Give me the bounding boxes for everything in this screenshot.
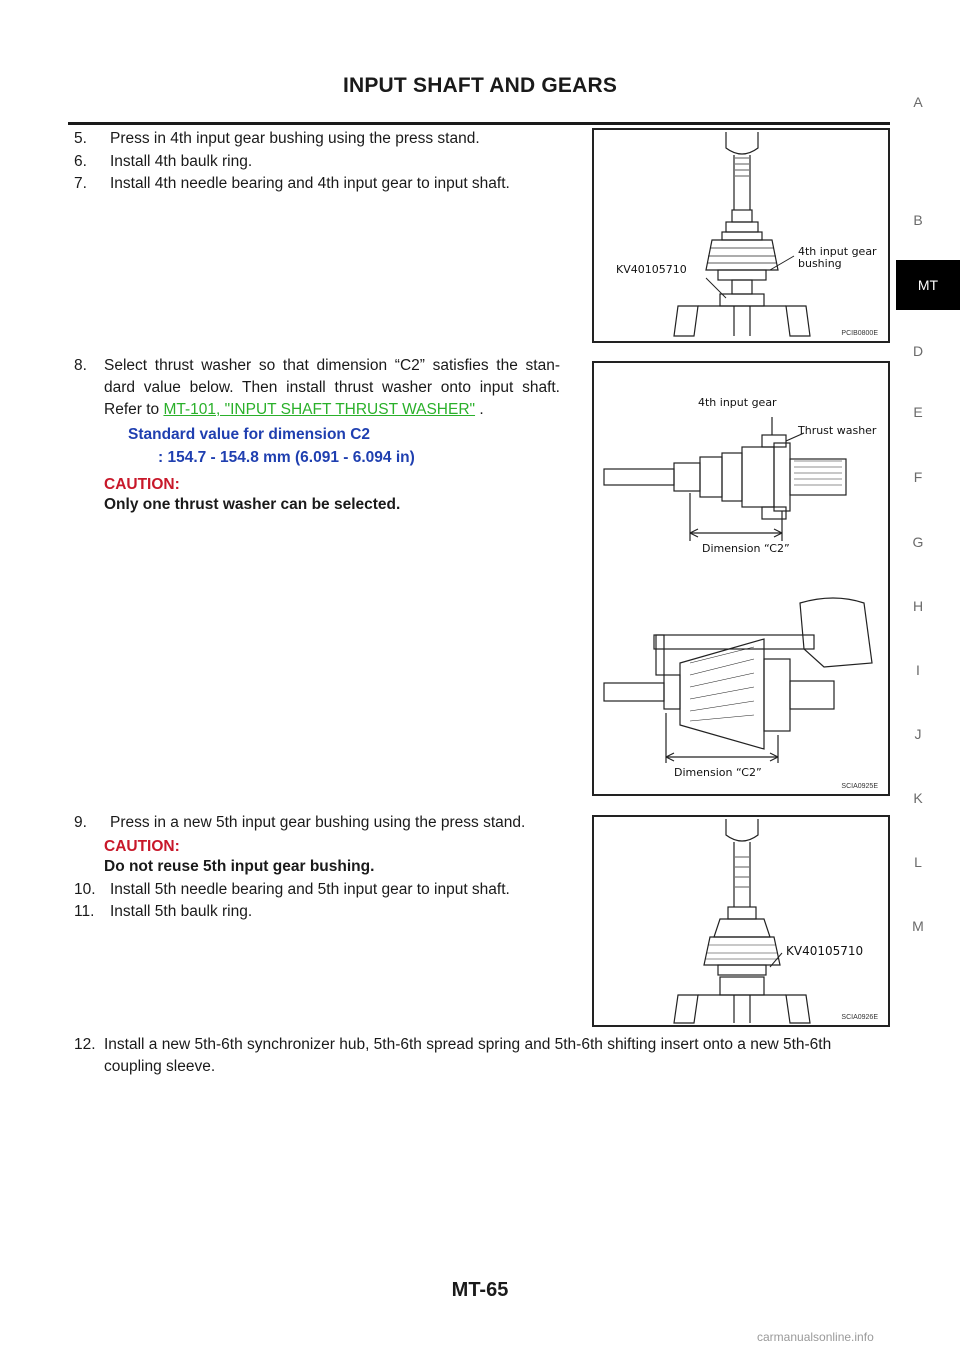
caution-label: CAUTION: [104,838,180,855]
caution-text: Do not reuse 5th input gear bushing. [104,858,375,875]
step-text: Select thrust washer so that dimension “C2” satisfies the stan- [104,357,560,374]
title-divider [68,122,890,125]
part-label: 4th input gear [698,396,777,409]
section-index-d[interactable]: D [912,343,924,359]
press-stand-illustration [594,130,888,341]
step-text: Install 5th baulk ring. [110,903,253,920]
tool-label: KV40105710 [786,944,864,958]
section-index-h[interactable]: H [912,598,924,614]
step-text: Install 4th baulk ring. [110,153,253,170]
section-index-g[interactable]: G [912,534,924,550]
step-text: Press in 4th input gear bushing using the press stand. [110,130,480,147]
part-label: 4th input gear [798,245,877,258]
section-index-i[interactable]: I [916,662,920,678]
page-title: INPUT SHAFT AND GEARS [342,74,618,97]
figure-press-5th-bushing [592,815,890,1027]
section-index-b[interactable]: B [913,212,923,228]
figure-thrust-washer-dimension [592,361,890,796]
figure-code: SCIA0926E [841,1014,878,1021]
dimension-label: Dimension “C2” [702,542,790,555]
standard-value-label: Standard value for dimension C2 [128,426,371,443]
section-index-k[interactable]: K [913,790,923,806]
caution-label: CAUTION: [104,476,180,493]
section-index-active-mt[interactable]: MT [896,260,960,310]
section-index-a[interactable]: A [913,94,923,110]
step-text: Install 5th needle bearing and 5th input gear to input shaft. [110,881,510,898]
step-text: . [475,401,484,418]
watermark: carmanualsonline.info [757,1330,874,1344]
step-text: Install 4th needle bearing and 4th input gear to input shaft. [110,175,510,192]
step-number: 10. [74,881,96,898]
standard-value: : 154.7 - 154.8 mm (6.091 - 6.094 in) [158,449,415,466]
step-number: 5. [74,130,87,147]
step-8 [74,355,560,421]
dimension-label: Dimension “C2” [674,766,762,779]
step-text: coupling sleeve. [104,1058,216,1075]
tool-label: KV40105710 [616,263,687,276]
step-number: 6. [74,153,87,170]
step-number: 8. [74,357,87,374]
step-text: Press in a new 5th input gear bushing using the press stand. [110,814,526,831]
section-index-e[interactable]: E [913,404,923,420]
page-number: MT-65 [451,1279,509,1301]
part-label: bushing [798,257,842,270]
section-index-f[interactable]: F [913,469,923,485]
step-text: Install a new 5th-6th synchronizer hub, 5th-6th spread spring and 5th-6th shifting insert onto a new 5th-6th [104,1036,832,1053]
section-index-l[interactable]: L [914,854,922,870]
reference-link[interactable]: MT-101, "INPUT SHAFT THRUST WASHER" [163,401,476,418]
press-stand-illustration [594,817,888,1025]
step-text: dard value below. Then install thrust washer onto input shaft. [104,379,560,396]
part-label: Thrust washer [798,424,877,437]
section-index-m[interactable]: M [912,918,924,934]
figure-code: PCIB0800E [841,330,878,337]
step-number: 11. [74,903,95,920]
caution-text: Only one thrust washer can be selected. [104,496,401,513]
step-text: Refer to [104,401,164,418]
figure-code: SCIA0925E [841,783,878,790]
section-index-j[interactable]: J [914,726,922,742]
step-number: 7. [74,175,87,192]
step-number: 12. [74,1036,96,1053]
figure-press-4th-bushing [592,128,890,343]
step-number: 9. [74,814,87,831]
step-12 [74,1034,894,1078]
